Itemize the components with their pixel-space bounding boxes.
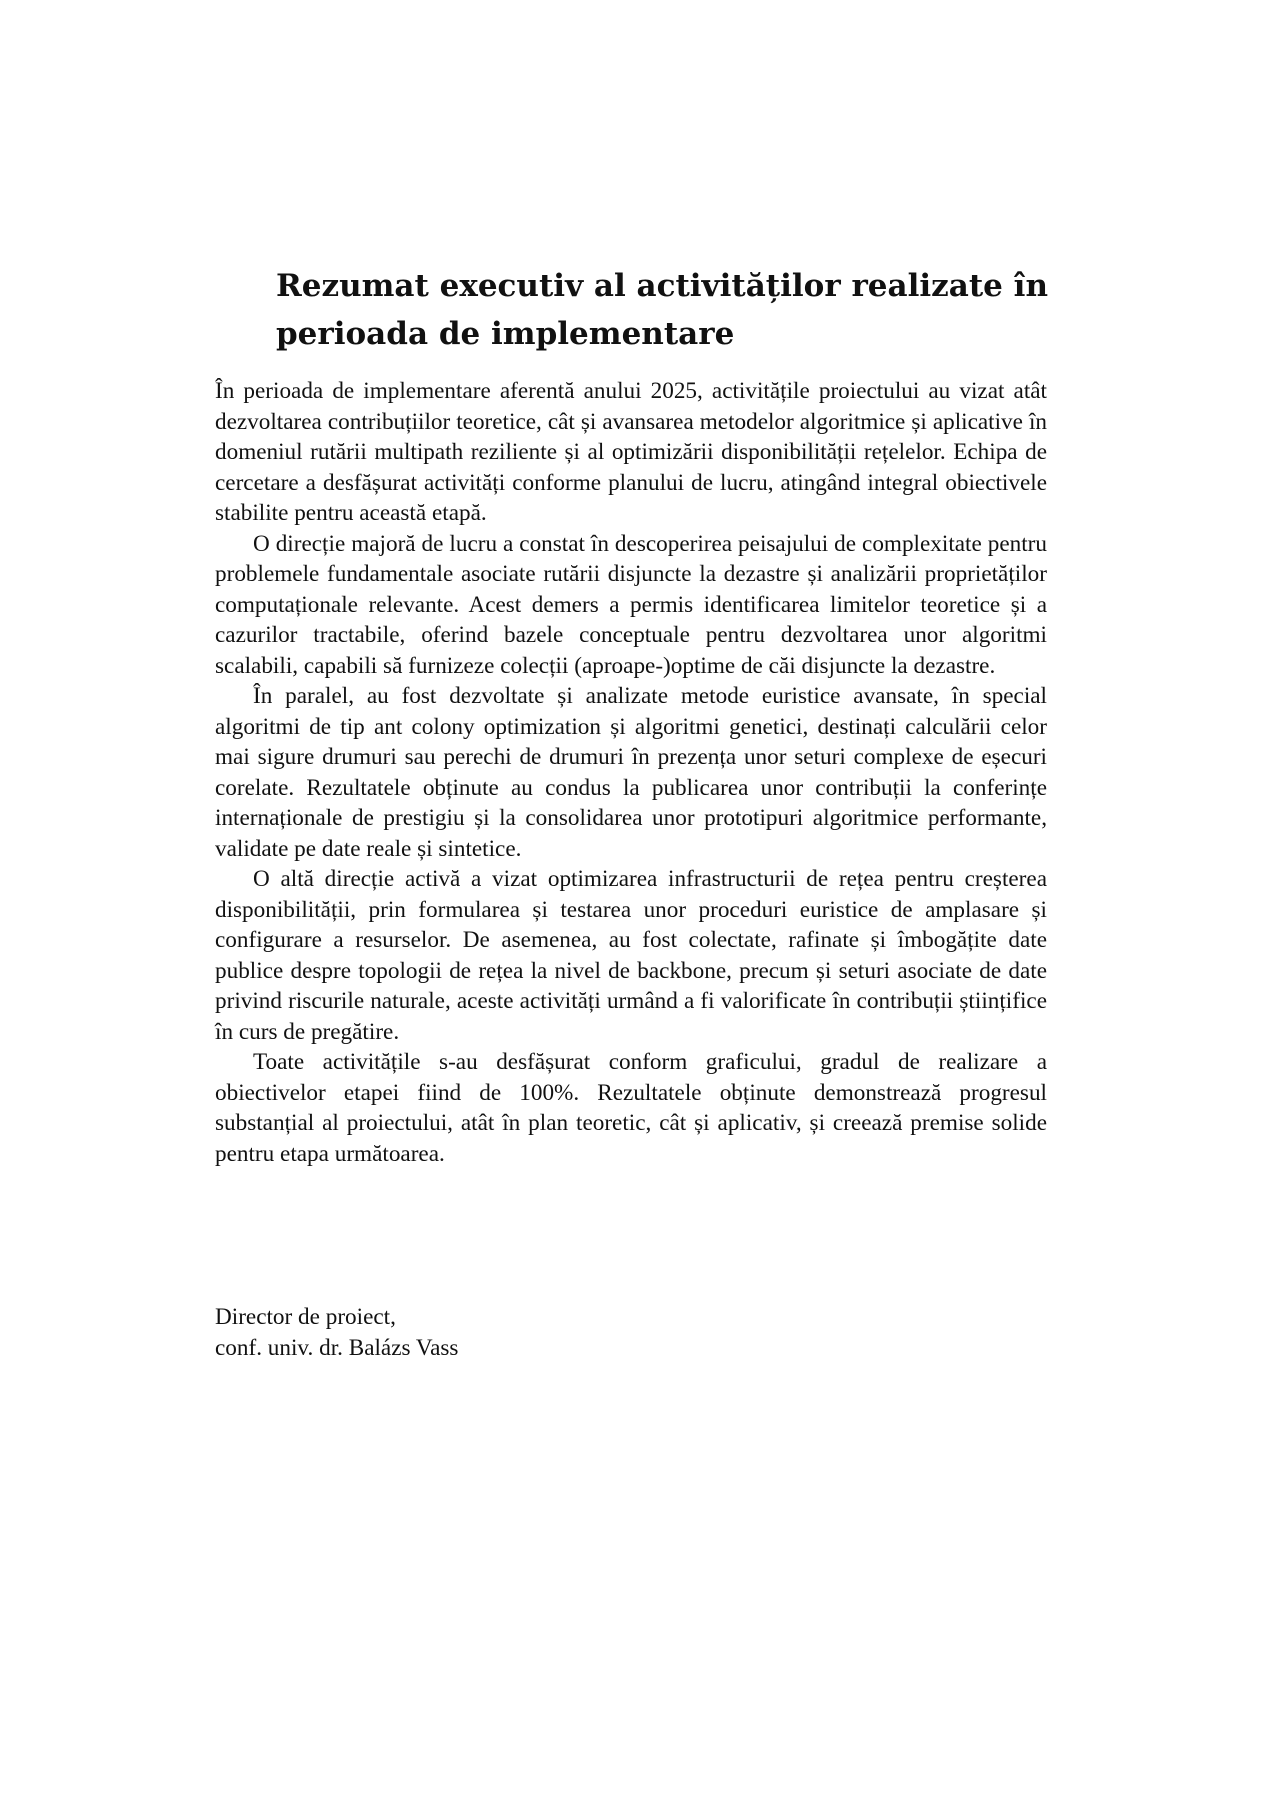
signature-role: Director de proiect, [215, 1304, 396, 1330]
signature-name: conf. univ. dr. Balázs Vass [215, 1335, 459, 1361]
paragraph-4: O altă direcție activă a vizat optimizarea infrastructurii de rețea pentru creșterea disponibilității, prin formularea și testarea unor proceduri euristice de amplasare și configurare a resurselor. De asemenea, au fost colectate, rafinate și îmbogățite date publice despre topologii de rețea la nivel de backbone, precum și seturi asociate de date privind riscurile naturale, aceste activități urmând a fi valorificate în contribuții științifice în curs de pregătire. [215, 866, 1047, 1045]
signature-block [215, 1302, 815, 1364]
paragraph-5: Toate activitățile s-au desfășurat conform graficului, gradul de realizare a obiectivelor etapei fiind de 100%. Rezultatele obținute demonstrează progresul substanțial al proiectului, atât în plan teoretic, cât și aplicativ, și creează premise solide pentru etapa următoarea. [215, 1049, 1047, 1167]
paragraph-3: În paralel, au fost dezvoltate și analizate metode euristice avansate, în special algoritmi de tip ant colony optimization și algoritmi genetici, destinați calculării celor mai sigure drumuri sau perechi de drumuri în prezența unor seturi complexe de eșecuri corelate. Rezultatele obținute au condus la publicarea unor contribuții la conferințe internaționale de prestigiu și la consolidarea unor prototipuri algoritmice performante, validate pe date reale și sintetice. [215, 683, 1047, 862]
document-title: Rezumat executiv al activităților realizate în perioada de implementare [276, 268, 1048, 352]
paragraph-1: În perioada de implementare aferentă anului 2025, activitățile proiectului au vizat atât dezvoltarea contribuțiilor teoretice, cât și avansarea metodelor algoritmice și aplicative în domeniul rutării multipath reziliente și al optimizării disponibilității rețelelor. Echipa de cercetare a desfășurat activități conforme planului de lucru, atingând integral obiectivele stabilite pentru această etapă. [215, 378, 1047, 526]
document-body [215, 376, 1047, 1169]
paragraph-2: O direcție majoră de lucru a constat în descoperirea peisajului de complexitate pentru problemele fundamentale asociate rutării disjuncte la dezastre și analizării proprietăților computaționale relevante. Acest demers a permis identificarea limitelor teoretice și a cazurilor tractabile, oferind bazele conceptuale pentru dezvoltarea unor algoritmi scalabili, capabili să furnizeze colecții (aproape-)optime de căi disjuncte la dezastre. [215, 530, 1047, 679]
